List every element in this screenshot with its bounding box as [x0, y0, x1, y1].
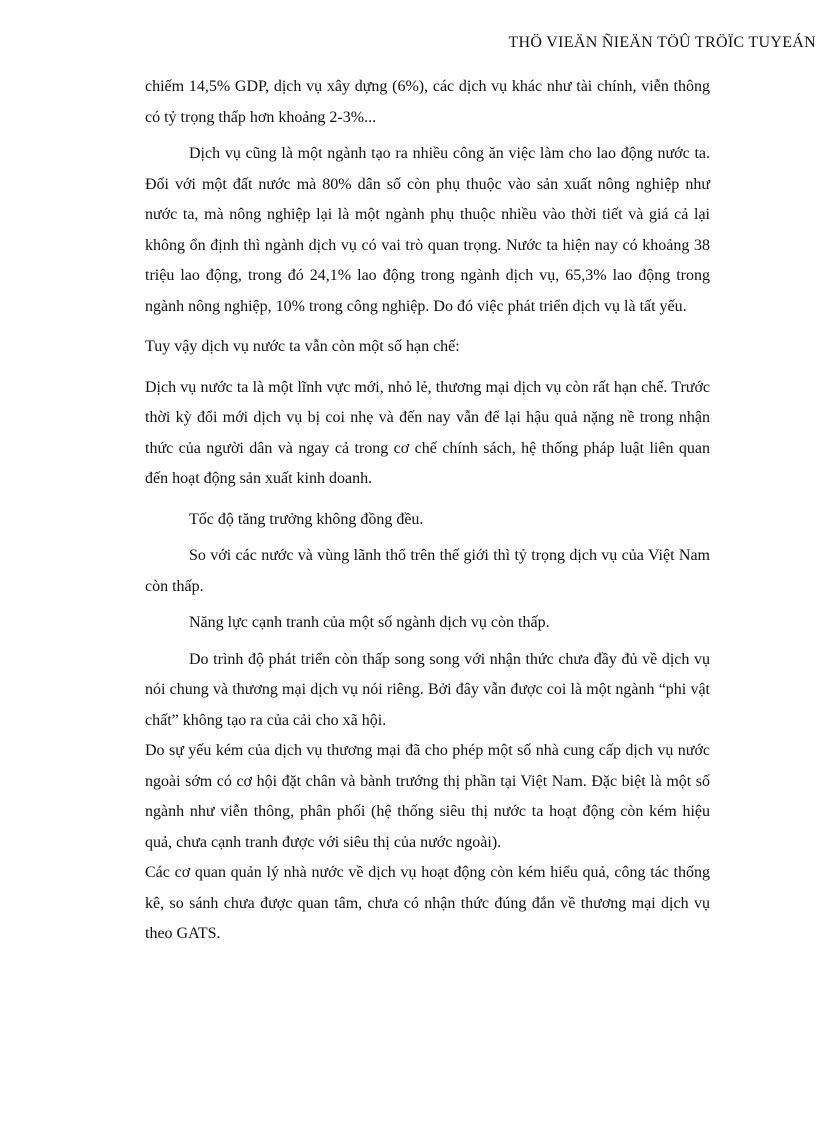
- paragraph-4: Dịch vụ nước ta là một lĩnh vực mới, nhỏ lẻ, thương mại dịch vụ còn rất hạn chế. Trước thời kỳ đổi mới dịch vụ bị coi nhẹ và đến nay vẫn để lại hậu quả nặng nề trong nhận thức của người dân và ngay cả trong cơ chế chính sách, hệ thống pháp luật liên quan đến hoạt động sản xuất kinh doanh.: [145, 378, 710, 487]
- paragraph-6: So với các nước và vùng lãnh thổ trên thế giới thì tỷ trọng dịch vụ của Việt Nam còn thấp.: [145, 547, 710, 595]
- paragraph-3: Tuy vậy dịch vụ nước ta vẫn còn một số hạn chế:: [145, 338, 460, 355]
- paragraph-7: Năng lực cạnh tranh của một số ngành dịch vụ còn thấp.: [189, 614, 550, 631]
- paragraph-9: Do sự yếu kém của dịch vụ thương mại đã cho phép một số nhà cung cấp dịch vụ nước ngoài sớm có cơ hội đặt chân và bành trướng thị phần tại Việt Nam. Đặc biệt là một số ngành như viễn thông, phân phối (hệ thống siêu thị nước ta hoạt động còn kém hiệu quả, chưa cạnh tranh được với siêu thị của nước ngoài).: [145, 742, 710, 851]
- paragraph-5: Tốc độ tăng trưởng không đồng đều.: [189, 510, 424, 528]
- document-body: [145, 72, 710, 950]
- paragraph-2: Dịch vụ cũng là một ngành tạo ra nhiều công ăn việc làm cho lao động nước ta. Đối với một đất nước mà 80% dân số còn phụ thuộc vào sản xuất nông nghiệp như nước ta, mà nông nghiệp lại là một ngành phụ thuộc nhiều vào thời tiết và giá cả lại không ổn định thì ngành dịch vụ có vai trò quan trọng. Nước ta hiện nay có khoảng 38 triệu lao động, trong đó 24,1% lao động trong ngành dịch vụ, 65,3% lao động trong ngành nông nghiệp, 10% trong công nghiệp. Do đó việc phát triển dịch vụ là tất yếu.: [145, 145, 710, 315]
- paragraph-8: Do trình độ phát triển còn thấp song song với nhận thức chưa đầy đủ về dịch vụ nói chung và thương mại dịch vụ nói riêng. Bởi đây vẫn được coi là một ngành “phi vật chất” không tạo ra của cải cho xã hội.: [145, 650, 710, 729]
- page-header: THÖ VIEÄN ÑIEÄN TÖÛ TRÖÏC TUYEÁN: [508, 34, 816, 51]
- paragraph-10: Các cơ quan quản lý nhà nước về dịch vụ hoạt động còn kém hiểu quả, công tác thống kê, so sánh chưa được quan tâm, chưa có nhận thức đúng đắn về thương mại dịch vụ theo GATS.: [145, 864, 710, 942]
- paragraph-1: chiếm 14,5% GDP, dịch vụ xây dựng (6%), các dịch vụ khác như tài chính, viễn thông có tỷ trọng thấp hơn khoảng 2-3%...: [145, 78, 710, 126]
